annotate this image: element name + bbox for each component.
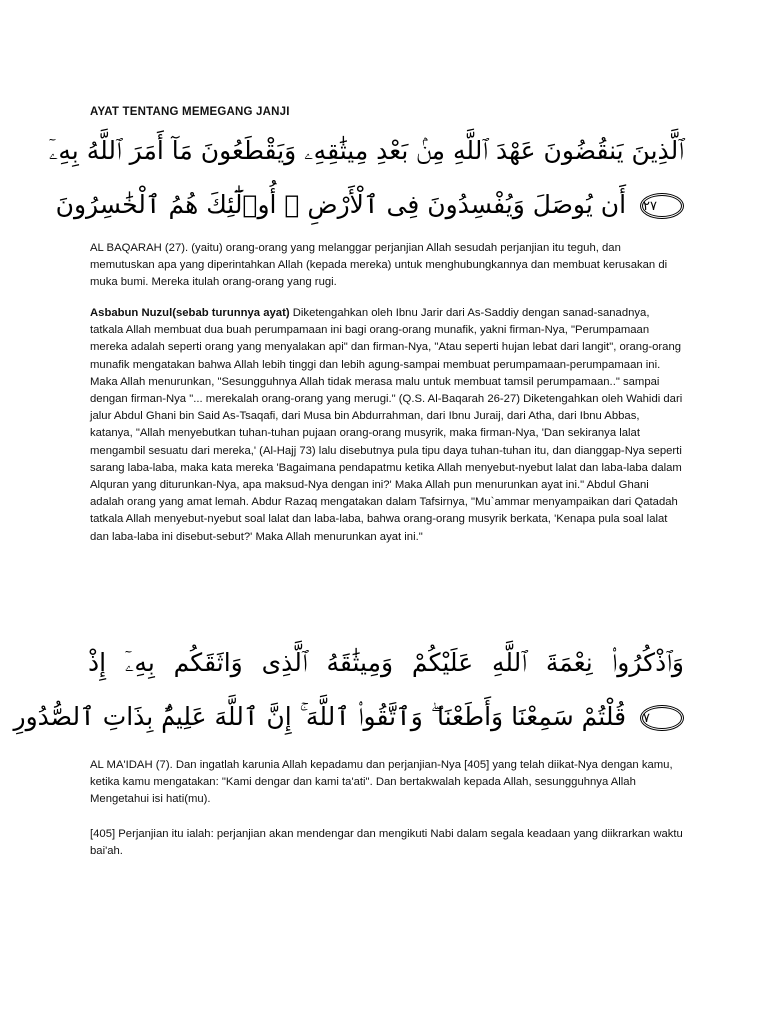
- arabic-verse-maidah-7: [13, 636, 684, 744]
- arabic-line: ٱلَّذِينَ يَنقُضُونَ عَهْدَ ٱللَّهِ مِنۢ بَعْدِ مِيثَٰقِهِۦ وَيَقْطَعُونَ مَآ أَمَرَ ٱللَّهُ بِهِۦٓ: [48, 136, 684, 165]
- asbabun-nuzul-label: Asbabun Nuzul(sebab turunnya ayat): [90, 307, 290, 319]
- arabic-line: [55, 178, 684, 232]
- footnote-text: [405] Perjanjian itu ialah: perjanjian akan mendengar dan mengikuti Nabi dalam segala keadaan yang diikrarkan waktu bai'ah.: [90, 828, 683, 858]
- translation-baqarah-27: [90, 240, 685, 292]
- arabic-line: وَٱذْكُرُوا۟ نِعْمَةَ ٱللَّهِ عَلَيْكُمْ وَمِيثَٰقَهُ ٱلَّذِى وَاثَقَكُم بِهِۦٓ إِذْ: [88, 648, 684, 677]
- ayah-number-marker: ٧: [640, 705, 684, 731]
- asbabun-nuzul-section: [90, 305, 685, 546]
- asbabun-nuzul-body: Diketengahkan oleh Ibnu Jarir dari As-Saddiy dengan sanad-sanadnya, tatkala Allah membuat dua buah perumpamaan ini bagi orang-orang munafik, yakni firman-Nya, "Perumpamaan mereka adalah seperti orang yang menyalakan api" dan firman-Nya, "Atau seperti hujan lebat dari langit", orang-orang munafik mengatakan bahwa Allah lebih tinggi dan lebih agung-sampai membuat perumpamaan-perumpamaan ini. Maka Allah menurunkan, "Sesungguhnya Allah tidak merasa malu untuk membuat tamsil perumpamaan.." sampai dengan firman-Nya "... merekalah orang-orang yang merugi." (Q.S. Al-Baqarah 26-27) Diketengahkan oleh Wahidi dari jalur Abdul Ghani bin Said As-Tsaqafi, dari Musa bin Abdurrahman, dari Ibnu Juraij, dari Atha, dari Ibnu Abbas, katanya, "Allah menyebutkan tuhan-tuhan pujaan orang-orang musyrik, maka firman-Nya, 'Dan sekiranya lalat mengambil sesuatu dari mereka,' (Al-Hajj 73) lalu disebutnya pula tipu daya tuhan-tuhan itu, dan dianggap-Nya seperti sarang laba-laba, maka kata mereka 'Bagaimana pendapatmu ketika Allah menyebut-nyebut lalat dan laba-laba dalam Alquran yang diturunkan-Nya, apa maksud-Nya dengan ini?' Maka Allah pun menurunkan ayat ini." Abdul Ghani adalah orang yang amat lemah. Abdur Razaq mengatakan dalam Tafsirnya, "Mu`ammar menyampaikan dari Qatadah tatkala Allah menyebut-nyebut soal lalat dan laba-laba, bahwa orang-orang musyrik berkata, 'Kenapa pula soal lalat dan laba-laba ini disebut-sebut?' Maka Allah menurunkan ayat ini.": [90, 307, 683, 543]
- asbabun-nuzul-text: [90, 305, 685, 546]
- ayah-number-marker: ٢٧: [640, 193, 684, 219]
- arabic-line-text: أَن يُوصَلَ وَيُفْسِدُونَ فِى ٱلْأَرْضِ ۚ أُو۟لَٰٓئِكَ هُمُ ٱلْخَٰسِرُونَ: [55, 190, 627, 219]
- translation-maidah-7: [90, 757, 685, 809]
- arabic-line-text: قُلْتُمْ سَمِعْنَا وَأَطَعْنَا ۖ وَٱتَّقُوا۟ ٱللَّهَ ۚ إِنَّ ٱللَّهَ عَلِيمٌۢ بِذَاتِ ٱلصُّدُورِ: [13, 702, 627, 731]
- arabic-line: [13, 690, 684, 744]
- translation-text: AL BAQARAH (27). (yaitu) orang-orang yang melanggar perjanjian Allah sesudah perjanjian itu teguh, dan memutuskan apa yang diperintahkan Allah (kepada mereka) untuk menghubungkannya dan membuat kerusakan di muka bumi. Mereka itulah orang-orang yang rugi.: [90, 242, 668, 289]
- translation-text: AL MA'IDAH (7). Dan ingatlah karunia Allah kepadamu dan perjanjian-Nya [405] yang telah diikat-Nya dengan kamu, ketika kamu mengatakan: "Kami dengar dan kami ta'ati". Dan bertakwalah kepada Allah, sesungguhnya Allah Mengetahui isi hati(mu).: [90, 759, 673, 806]
- document-heading: AYAT TENTANG MEMEGANG JANJI: [90, 106, 290, 118]
- footnote-405: [90, 826, 685, 860]
- arabic-verse-baqarah-27: [48, 124, 684, 232]
